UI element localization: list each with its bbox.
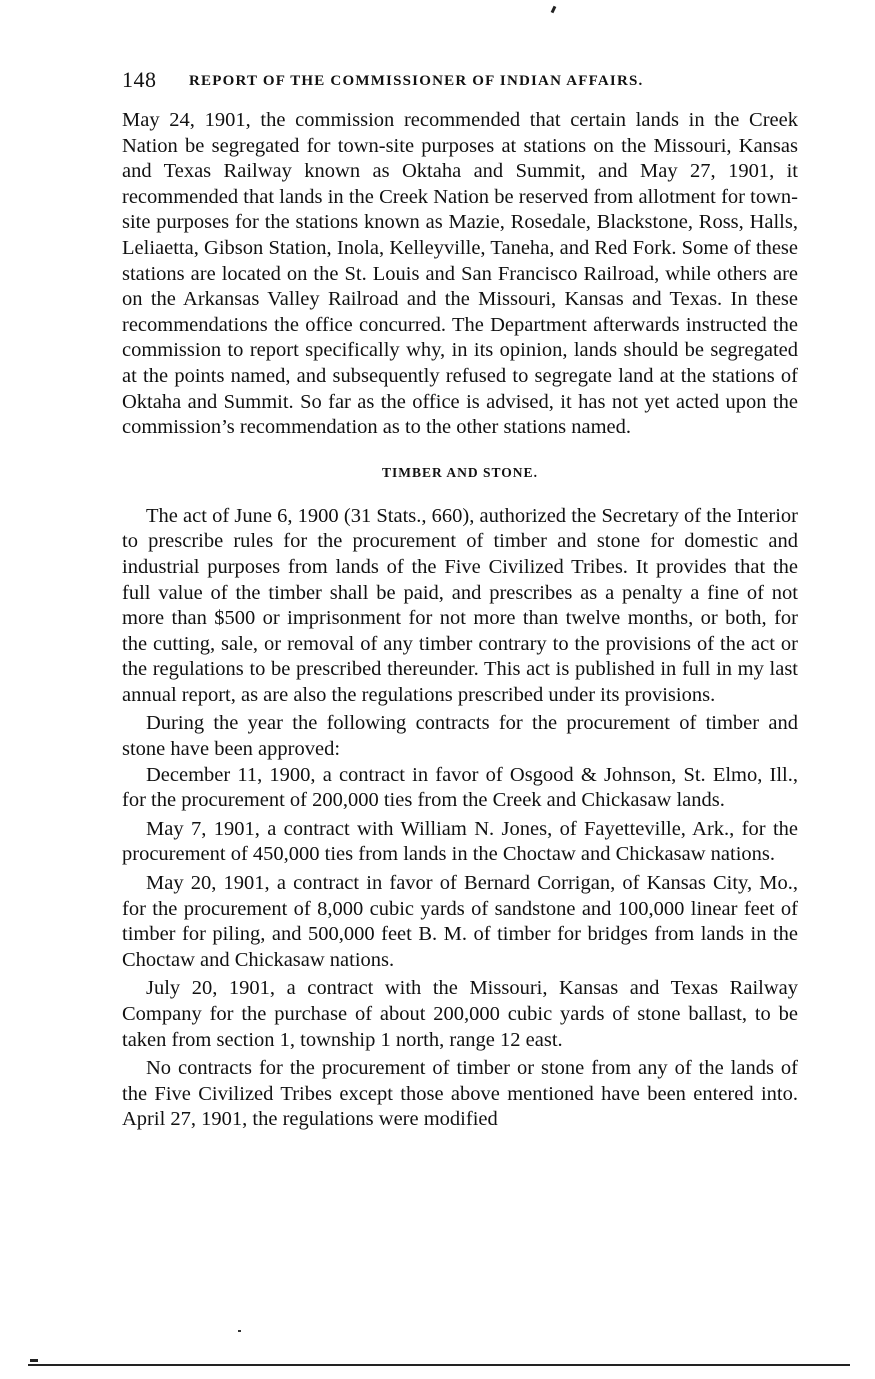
running-head: REPORT OF THE COMMISSIONER OF INDIAN AFFAIRS. bbox=[189, 73, 644, 89]
section-heading: TIMBER AND STONE. bbox=[382, 464, 538, 480]
paragraph-contract-osgood-johnson: December 11, 1900, a contract in favor of Osgood & Johnson, St. Elmo, Ill., for the procurement of 200,000 ties from the Creek and Chickasaw lands. bbox=[122, 763, 798, 812]
scan-mark bbox=[551, 6, 557, 14]
paragraph-contract-bernard-corrigan: May 20, 1901, a contract in favor of Bernard Corrigan, of Kansas City, Mo., for the procurement of 8,000 cubic yards of sandstone and 100,000 linear feet of timber for piling, and 500,000 feet B. M. of timber for bridges from lands in the Choctaw and Chickasaw nations. bbox=[122, 872, 798, 971]
paragraph-contract-mkt-railway: July 20, 1901, a contract with the Missouri, Kansas and Texas Railway Company for the purchase of about 200,000 cubic yards of stone ballast, to be taken from section 1, township 1 north, range 12 east. bbox=[122, 977, 798, 1051]
scan-edge-tick bbox=[30, 1359, 38, 1362]
page-number: 148 bbox=[122, 67, 157, 92]
scan-edge-line bbox=[28, 1364, 850, 1366]
paragraph-contracts-intro: During the year the following contracts for the procurement of timber and stone have been approved: bbox=[122, 712, 798, 761]
paragraph-town-sites: May 24, 1901, the commission recommended that certain lands in the Creek Nation be segregated for town-site purposes at stations on the Missouri, Kansas and Texas Railway known as Oktaha and Summit, and May 27, 1901, it recommended that lands in the Creek Nation be reserved from allotment for town-site purposes for the stations known as Mazie, Rosedale, Blackstone, Ross, Halls, Leliaetta, Gibson Station, Inola, Kelleyville, Taneha, and Red Fork. Some of these stations are located on the St. Louis and San Francisco Railroad, while others are on the Arkansas Valley Railroad and the Missouri, Kansas and Texas. In these recommendations the office concurred. The Department afterwards instructed the commission to report specifically why, in its opinion, lands should be segregated at the points named, and subsequently refused to segregate land at the stations of Oktaha and Summit. So far as the office is advised, it has not yet acted upon the commission’s recommendation as to the other stations named. bbox=[122, 109, 798, 439]
page-header bbox=[122, 64, 804, 96]
scan-speck bbox=[238, 1330, 241, 1332]
paragraph-no-other-contracts: No contracts for the procurement of timber or stone from any of the lands of the Five Civilized Tribes except those above mentioned have been entered into. April 27, 1901, the regulations were modified bbox=[122, 1057, 798, 1131]
page-body bbox=[122, 108, 798, 1133]
paragraph-contract-william-jones: May 7, 1901, a contract with William N. Jones, of Fayetteville, Ark., for the procurement of 450,000 ties from lands in the Choctaw and Chickasaw nations. bbox=[122, 817, 798, 866]
paragraph-act-of-june-6: The act of June 6, 1900 (31 Stats., 660), authorized the Secretary of the Interior to prescribe rules for the procurement of timber and stone for domestic and industrial purposes from lands of the Five Civilized Tribes. It provides that the full value of the timber shall be paid, and prescribes as a penalty a fine of not more than $500 or imprisonment for not more than twelve months, or both, for the cutting, sale, or removal of any timber contrary to the provisions of the act or the regulations to be prescribed thereunder. This act is published in full in my last annual report, as are also the regulations prescribed under its provisions. bbox=[122, 504, 798, 706]
